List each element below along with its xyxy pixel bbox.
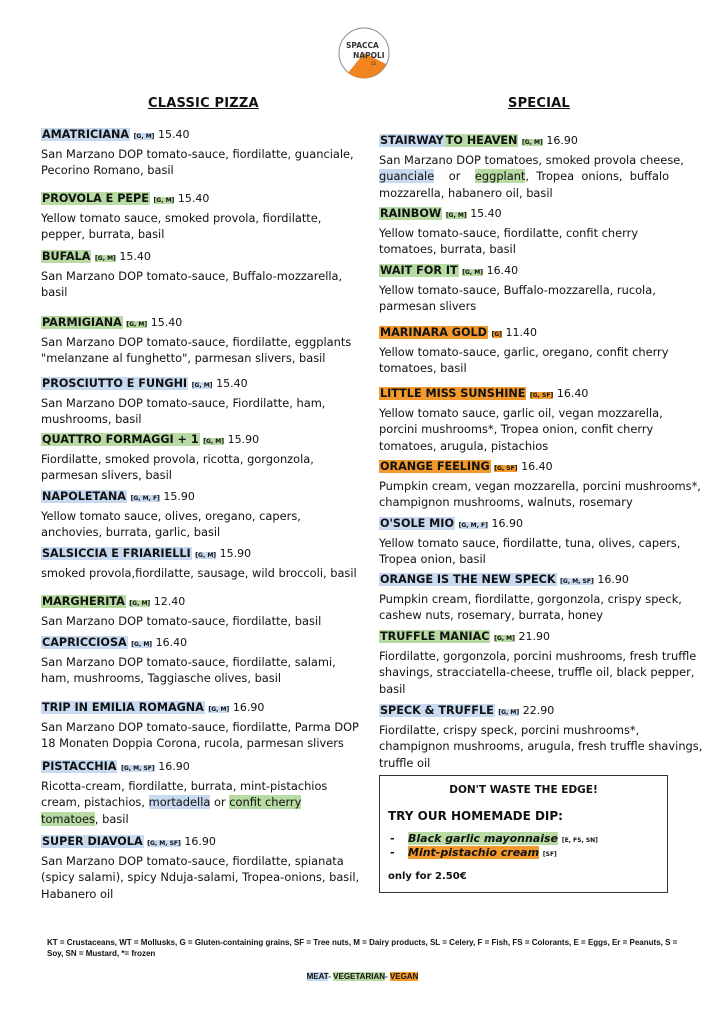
item-allergens: [G, M, SF]: [121, 765, 155, 772]
menu-item: [379, 385, 663, 454]
item-name: PROSCIUTTO E FUNGHI: [42, 377, 188, 390]
item-desc-line: (spicy salami), spicy Nduja-salami, Tropea-onions, basil,: [41, 870, 360, 885]
item-allergens: [G, SF]: [530, 392, 554, 399]
menu-item: [379, 132, 684, 201]
menu-item: [41, 758, 327, 827]
dip-price-note: only for 2.50€: [388, 871, 467, 882]
item-desc-text: cream, pistachios,: [41, 795, 145, 810]
item-desc-line: San Marzano DOP tomato-sauce, fiordilatte, salami,: [41, 654, 336, 669]
item-price: 16.90: [232, 701, 265, 714]
item-desc-line: Ricotta-cream, fiordilatte, burrata, mint-pistachios: [41, 778, 328, 793]
menu-item: [379, 702, 702, 771]
item-name: WAIT FOR IT: [380, 264, 458, 277]
item-desc-line: Yellow tomato sauce, smoked provola, fiordilatte,: [41, 210, 322, 225]
item-name: O'SOLE MIO: [380, 517, 454, 530]
item-name: ORANGE FEELING: [380, 460, 490, 473]
item-desc-line: San Marzano DOP tomato-sauce, fiordilatte, Parma DOP: [41, 719, 359, 734]
item-allergens: [G, M]: [153, 197, 175, 204]
item-desc-line: Habanero oil: [41, 886, 114, 901]
menu-item: [379, 458, 701, 511]
key-sep: -: [328, 972, 334, 981]
item-desc-line: shavings, stracciatella-cheese, truffle oil, black pepper,: [379, 665, 695, 680]
item-name: RAINBOW: [380, 207, 442, 220]
item-desc-line: cashew nuts, rosemary, burrata, honey: [379, 608, 603, 623]
item-allergens: [G, M]: [445, 212, 467, 219]
dip-item-allergens: [E, FS, SN]: [561, 837, 598, 844]
item-desc-line: parmesan slivers, basil: [41, 468, 172, 483]
item-allergens: [G, M]: [195, 552, 217, 559]
item-name-part: TO HEAVEN: [445, 134, 518, 147]
menu-item: [41, 833, 359, 902]
item-name: MARINARA GOLD: [380, 326, 487, 339]
item-desc-text: , Tropea onions, buffalo: [525, 169, 670, 184]
item-name: SALSICCIA E FRIARIELLI: [42, 547, 191, 560]
item-allergens: [G, M, F]: [130, 495, 160, 502]
dip-offer-box: [379, 775, 668, 893]
item-allergens: [G, M]: [208, 706, 230, 713]
item-desc-text: or: [448, 169, 461, 184]
item-name: STAIRWAY: [380, 134, 444, 147]
item-desc-line: 18 Monaten Doppia Corona, rucola, parmesan slivers: [41, 736, 344, 751]
item-price: 15.40: [158, 128, 190, 141]
item-price: 16.90: [158, 760, 190, 773]
item-allergens: [G, M]: [131, 641, 153, 648]
item-name: ORANGE IS THE NEW SPECK: [380, 573, 556, 586]
item-desc-line: Yellow tomato-sauce, Buffalo-mozzarella, rucola,: [379, 282, 656, 297]
item-desc-line: anchovies, burrata, garlic, basil: [41, 525, 221, 540]
veg-ingredient: confit cherry: [229, 795, 302, 810]
item-desc-line: San Marzano DOP tomato-sauce, fiordilatte, basil: [41, 613, 322, 628]
item-name: AMATRICIANA: [42, 128, 130, 141]
item-allergens: [G, M]: [522, 139, 543, 146]
item-desc-line: San Marzano DOP tomato-sauce, Fiordilatte, ham,: [41, 395, 326, 410]
item-desc-line: Pecorino Romano, basil: [41, 163, 174, 178]
menu-item: [41, 190, 321, 243]
item-desc-line: Yellow tomato-sauce, garlic, oregano, confit cherry: [379, 344, 669, 359]
item-name: SPECK & TRUFFLE: [380, 704, 494, 717]
menu-item: [41, 699, 359, 752]
key-vegan: VEGAN: [389, 972, 419, 981]
item-price: 16.90: [597, 573, 629, 586]
item-price: 15.40: [119, 250, 151, 263]
menu-item: [41, 248, 342, 301]
spacca-napoli-logo: [338, 27, 390, 79]
menu-item: [379, 205, 638, 258]
key-vegetarian: VEGETARIAN: [333, 972, 386, 981]
item-desc-line: tomatoes, burrata, basil: [379, 242, 516, 257]
dip-subtitle: TRY OUR HOMEMADE DIP:: [388, 809, 563, 823]
menu-item: [41, 593, 321, 629]
key-meat: MEAT: [306, 972, 329, 981]
allergen-legend: KT = Crustaceans, WT = Mollusks, G = Gluten-containing grains, SF = Tree nuts, M = Dairy products, SL = Celery, F = Fish, FS = Colorants, E = Eggs, Er = Peanuts, S = Soy, SN = Mustard, *= frozen: [47, 938, 678, 958]
item-desc-line: San Marzano DOP tomatoes, smoked provola cheese,: [379, 152, 684, 167]
menu-item: [41, 314, 351, 367]
item-name: MARGHERITA: [42, 595, 125, 608]
item-desc-line: champignon mushrooms, walnuts, rosemary: [379, 495, 633, 510]
item-name: BUFALA: [42, 250, 91, 263]
item-allergens: [G]: [491, 331, 502, 338]
item-desc-text: or: [213, 795, 226, 810]
item-desc-line: champignon mushrooms, arugula, fresh truffle shavings,: [379, 739, 703, 754]
diet-color-key: [0, 972, 725, 981]
item-allergens: [G, M]: [191, 382, 213, 389]
heading-special: SPECIAL: [508, 96, 570, 111]
item-desc-line: parmesan slivers: [379, 299, 477, 314]
item-desc-line: Yellow tomato sauce, olives, oregano, capers,: [41, 508, 301, 523]
item-allergens: [G, M, F]: [458, 522, 488, 529]
item-allergens: [G, M]: [203, 438, 224, 445]
item-price: 16.90: [546, 134, 578, 147]
item-price: 15.40: [177, 192, 210, 205]
item-name: LITTLE MISS SUNSHINE: [380, 387, 526, 400]
item-allergens: [G, M]: [126, 321, 148, 328]
dip-title: DON'T WASTE THE EDGE!: [449, 784, 598, 796]
item-name: PROVOLA E PEPE: [42, 192, 149, 205]
item-desc-line: basil: [379, 681, 406, 696]
item-desc-line: tomatoes, arugula, pistachios: [379, 438, 549, 453]
veg-ingredient: tomatoes: [41, 811, 95, 826]
item-allergens: [G, M]: [95, 255, 116, 262]
item-name: NAPOLETANA: [42, 490, 126, 503]
item-price: 11.40: [505, 326, 538, 339]
item-price: 15.40: [216, 377, 248, 390]
item-desc-line: truffle oil: [379, 755, 431, 770]
item-desc-line: pepper, burrata, basil: [41, 227, 165, 242]
meat-ingredient: mortadella: [148, 795, 211, 810]
item-allergens: [G, SF]: [494, 465, 518, 472]
dip-list: - Black garlic mayonnaise [E, FS, SN] - Mint-pistachio cream [SF]: [390, 832, 598, 859]
dip-item-allergens: [SF]: [542, 851, 557, 858]
logo-line3: 12: [371, 61, 377, 66]
item-price: 15.40: [150, 316, 183, 329]
item-desc-line: Fiordilatte, smoked provola, ricotta, gorgonzola,: [41, 451, 314, 466]
item-desc-line: San Marzano DOP tomato-sauce, Buffalo-mozzarella,: [41, 268, 343, 283]
item-price: 16.40: [556, 387, 589, 400]
item-desc-line: Yellow tomato sauce, fiordilatte, tuna, olives, capers,: [379, 535, 681, 550]
item-price: 21.90: [518, 630, 550, 643]
item-desc-line: Yellow tomato sauce, garlic oil, vegan mozzarella,: [379, 405, 663, 420]
item-allergens: [G, M]: [129, 600, 151, 607]
menu-item: [379, 515, 680, 568]
item-price: 16.40: [155, 636, 188, 649]
item-desc-line: "melanzane al funghetto", parmesan slivers, basil: [41, 351, 326, 366]
item-price: 16.40: [486, 264, 519, 277]
item-desc-line: porcini mushrooms*, Tropea onion, confit cherry: [379, 422, 654, 437]
dip-item-name: Black garlic mayonnaise: [408, 832, 558, 845]
item-price: 15.90: [163, 490, 195, 503]
item-desc-line: Pumpkin cream, fiordilatte, gorgonzola, crispy speck,: [379, 591, 682, 606]
item-desc-line: smoked provola,fiordilatte, sausage, wild broccoli, basil: [41, 565, 357, 580]
menu-item: [379, 628, 696, 697]
item-price: 15.40: [470, 207, 502, 220]
item-price: 16.90: [491, 517, 523, 530]
item-allergens: [G, M]: [133, 133, 155, 140]
logo-line2: NAPOLI: [353, 51, 385, 60]
item-price: 12.40: [153, 595, 186, 608]
item-name: PARMIGIANA: [42, 316, 122, 329]
item-desc-line: San Marzano DOP tomato-sauce, fiordilatte, spianata: [41, 853, 344, 868]
item-price: 16.40: [521, 460, 553, 473]
menu-item: [379, 262, 656, 315]
item-desc-line: San Marzano DOP tomato-sauce, fiordilatte, guanciale,: [41, 146, 354, 161]
menu-item: [41, 545, 357, 581]
item-name: CAPRICCIOSA: [42, 636, 127, 649]
item-desc-line: mozzarella, habanero oil, basil: [379, 185, 553, 200]
meat-ingredient: guanciale: [379, 169, 435, 184]
item-desc-line: San Marzano DOP tomato-sauce, fiordilatte, eggplants: [41, 334, 352, 349]
item-desc-line: Yellow tomato-sauce, fiordilatte, confit cherry: [379, 225, 639, 240]
item-allergens: [G, M]: [494, 635, 515, 642]
item-name: SUPER DIAVOLA: [42, 835, 143, 848]
item-desc-line: Tropea onion, basil: [379, 552, 486, 567]
item-price: 22.90: [522, 704, 555, 717]
item-allergens: [G, M, SF]: [560, 578, 594, 585]
item-name: TRIP IN EMILIA ROMAGNA: [42, 701, 204, 714]
item-desc-line: basil: [41, 285, 68, 300]
menu-item: [41, 375, 325, 428]
item-price: 15.90: [219, 547, 252, 560]
item-desc-line: Fiordilatte, gorgonzola, porcini mushrooms, fresh truffle: [379, 648, 697, 663]
logo-line1: SPACCA: [346, 41, 379, 50]
item-allergens: [G, M, SF]: [147, 840, 181, 847]
item-name: TRUFFLE MANIAC: [380, 630, 490, 643]
heading-classic-pizza: CLASSIC PIZZA: [148, 96, 259, 111]
key-sep: -: [385, 972, 390, 981]
menu-item: [41, 126, 354, 179]
item-desc-line: tomatoes, basil: [379, 361, 467, 376]
dip-item-name: Mint-pistachio cream: [408, 846, 540, 859]
item-name: PISTACCHIA: [42, 760, 117, 773]
item-desc-line: Fiordilatte, crispy speck, porcini mushrooms*,: [379, 722, 640, 737]
item-desc-line: ham, mushrooms, Taggiasche olives, basil: [41, 671, 282, 686]
menu-item: [379, 324, 669, 377]
menu-item: [41, 431, 314, 484]
menu-item: [379, 571, 682, 624]
item-price: 15.90: [227, 433, 260, 446]
item-name: QUATTRO FORMAGGI + 1: [42, 433, 199, 446]
veg-ingredient: eggplant: [474, 169, 526, 184]
item-allergens: [G, M]: [498, 709, 520, 716]
item-allergens: [G, M]: [462, 269, 484, 276]
item-desc-line: Pumpkin cream, vegan mozzarella, porcini mushrooms*,: [379, 478, 701, 493]
menu-item: [41, 488, 301, 541]
item-desc-line: mushrooms, basil: [41, 412, 142, 427]
item-price: 16.90: [184, 835, 216, 848]
menu-item: [41, 634, 336, 687]
item-desc-text: , basil: [94, 811, 129, 826]
